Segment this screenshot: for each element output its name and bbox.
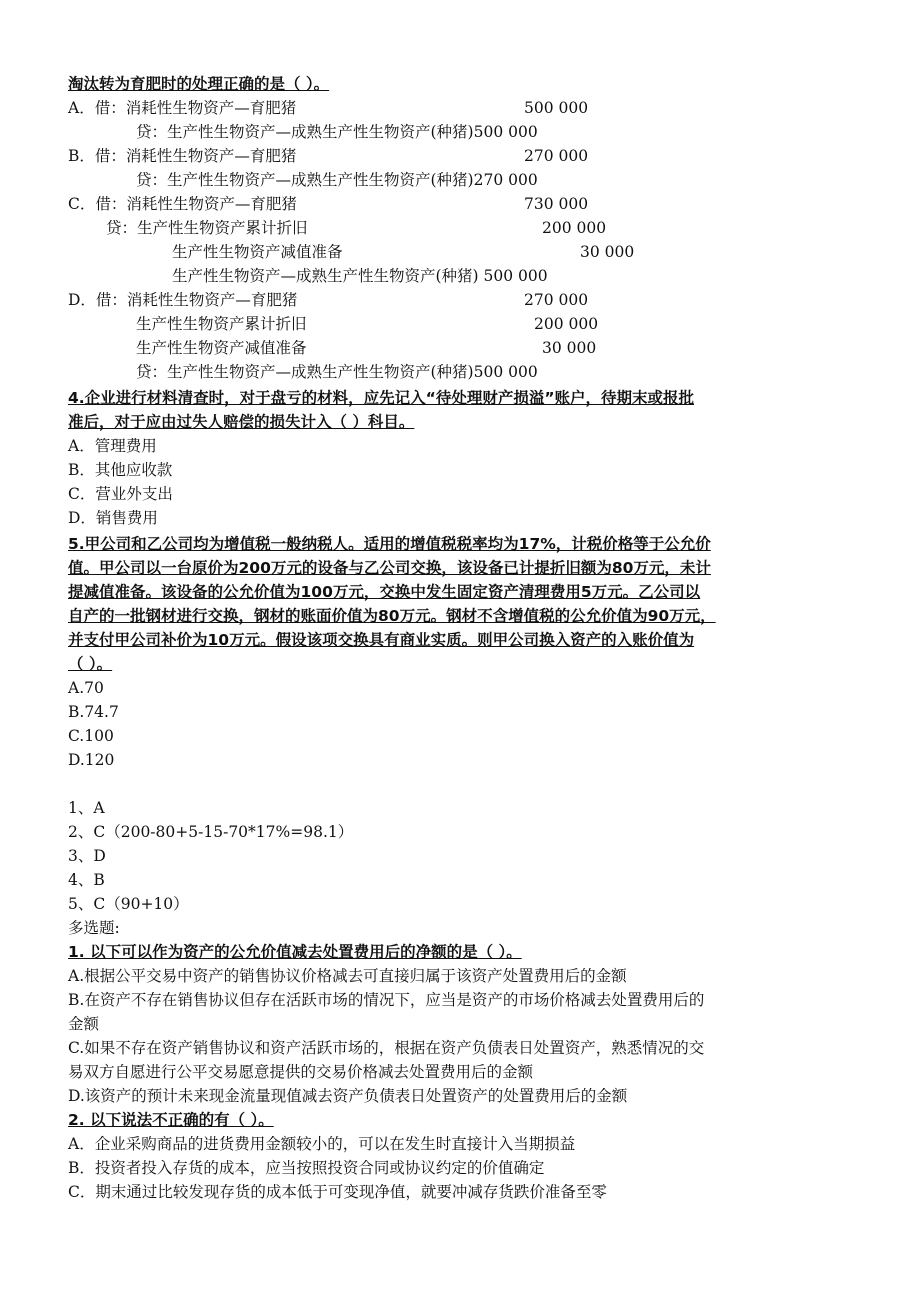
q3-option-c-credit-1: 贷：生产性生物资产累计折旧 [106, 219, 308, 237]
q5-option-a: A.70 [68, 679, 104, 697]
question-4-stem-line-2: 准后，对于应由过失人赔偿的损失计入（ ）科目。 [68, 413, 415, 431]
answer-4: 4、B [68, 871, 105, 889]
q3-option-d-debit: D．借：消耗性生物资产—育肥猪 [68, 291, 298, 309]
q3-option-b-debit: B．借：消耗性生物资产—育肥猪 [68, 147, 297, 165]
q4-option-c: C．营业外支出 [68, 485, 173, 503]
m1-option-d: D.该资产的预计未来现金流量现值减去资产负债表日处置资产的处置费用后的金额 [68, 1087, 628, 1105]
q3-option-d-debit-2: 生产性生物资产累计折旧 [136, 315, 307, 333]
q3-option-d-debit-amount: 270 000 [524, 291, 589, 309]
m1-option-c-line-1: C.如果不存在资产销售协议和资产活跃市场的，根据在资产负债表日处置资产，熟悉情况的交 [68, 1039, 705, 1057]
question-5-stem-line-1: 5.甲公司和乙公司均为增值税一般纳税人。适用的增值税税率均为17%，计税价格等于公允价 [68, 535, 711, 553]
q3-option-d-debit-2-amount: 200 000 [534, 315, 599, 333]
m1-option-c-line-2: 易双方自愿进行公平交易愿意提供的交易价格减去处置费用后的金额 [68, 1063, 534, 1081]
q3-option-a-debit-amount: 500 000 [524, 99, 589, 117]
q3-option-a-debit: A．借：消耗性生物资产—育肥猪 [68, 99, 297, 117]
question-5-stem-line-5: 并支付甲公司补价为10万元。假设该项交换具有商业实质。则甲公司换入资产的入账价值为 [68, 631, 695, 649]
question-4-stem-line-1: 4.企业进行材料清查时，对于盘亏的材料，应先记入“待处理财产损溢”账户，待期末或报批 [68, 389, 695, 407]
m2-option-b: B．投资者投入存货的成本，应当按照投资合同或协议约定的价值确定 [68, 1159, 545, 1177]
m1-option-a: A.根据公平交易中资产的销售协议价格减去可直接归属于该资产处置费用后的金额 [68, 967, 627, 985]
m2-option-c: C．期末通过比较发现存货的成本低于可变现净值，就要冲减存货跌价准备至零 [68, 1183, 607, 1201]
question-5-stem-line-6: （ ）。 [68, 655, 113, 673]
q3-option-c-credit-3: 生产性生物资产—成熟生产性生物资产(种猪) 500 000 [172, 267, 548, 285]
q3-option-b-credit: 贷：生产性生物资产—成熟生产性生物资产(种猪)270 000 [136, 171, 538, 189]
q3-option-c-debit: C．借：消耗性生物资产—育肥猪 [68, 195, 297, 213]
q3-option-b-debit-amount: 270 000 [524, 147, 589, 165]
question-5-stem-line-4: 自产的一批钢材进行交换，钢材的账面价值为80万元。钢材不含增值税的公允价值为90万元， [68, 607, 716, 625]
m1-option-b-line-2: 金额 [68, 1015, 100, 1033]
m1-option-b-line-1: B.在资产不存在销售协议但存在活跃市场的情况下，应当是资产的市场价格减去处置费用后的 [68, 991, 705, 1009]
q3-option-d-credit: 贷：生产性生物资产—成熟生产性生物资产(种猪)500 000 [136, 363, 538, 381]
q3-option-c-credit-2: 生产性生物资产减值准备 [172, 243, 343, 261]
q3-option-a-credit: 贷：生产性生物资产—成熟生产性生物资产(种猪)500 000 [136, 123, 538, 141]
answer-2: 2、C（200-80+5-15-70*17%=98.1） [68, 823, 354, 841]
q4-option-b: B．其他应收款 [68, 461, 173, 479]
q3-option-d-debit-3: 生产性生物资产减值准备 [136, 339, 307, 357]
q3-option-c-debit-amount: 730 000 [524, 195, 589, 213]
q5-option-b: B.74.7 [68, 703, 119, 721]
multi-choice-heading: 多选题: [68, 919, 120, 937]
question-3-stem: 淘汰转为育肥时的处理正确的是（ ）。 [68, 75, 330, 93]
q4-option-a: A．管理费用 [68, 437, 157, 455]
answer-3: 3、D [68, 847, 106, 865]
multi-question-1-stem: 1. 以下可以作为资产的公允价值减去处置费用后的净额的是（ ）。 [68, 943, 522, 961]
m2-option-a: A．企业采购商品的进货费用金额较小的，可以在发生时直接计入当期损益 [68, 1135, 576, 1153]
multi-question-2-stem: 2. 以下说法不正确的有（ ）。 [68, 1111, 274, 1129]
q3-option-d-debit-3-amount: 30 000 [542, 339, 597, 357]
answer-5: 5、C（90+10） [68, 895, 189, 913]
q4-option-d: D．销售费用 [68, 509, 158, 527]
q3-option-c-credit-1-amount: 200 000 [542, 219, 607, 237]
q5-option-d: D.120 [68, 751, 115, 769]
question-5-stem-line-2: 值。甲公司以一台原价为200万元的设备与乙公司交换，该设备已计提折旧额为80万元，未计 [68, 559, 711, 577]
answer-1: 1、A [68, 799, 105, 817]
q3-option-c-credit-2-amount: 30 000 [580, 243, 635, 261]
q5-option-c: C.100 [68, 727, 114, 745]
question-5-stem-line-3: 提减值准备。该设备的公允价值为100万元，交换中发生固定资产清理费用5万元。乙公司以 [68, 583, 701, 601]
